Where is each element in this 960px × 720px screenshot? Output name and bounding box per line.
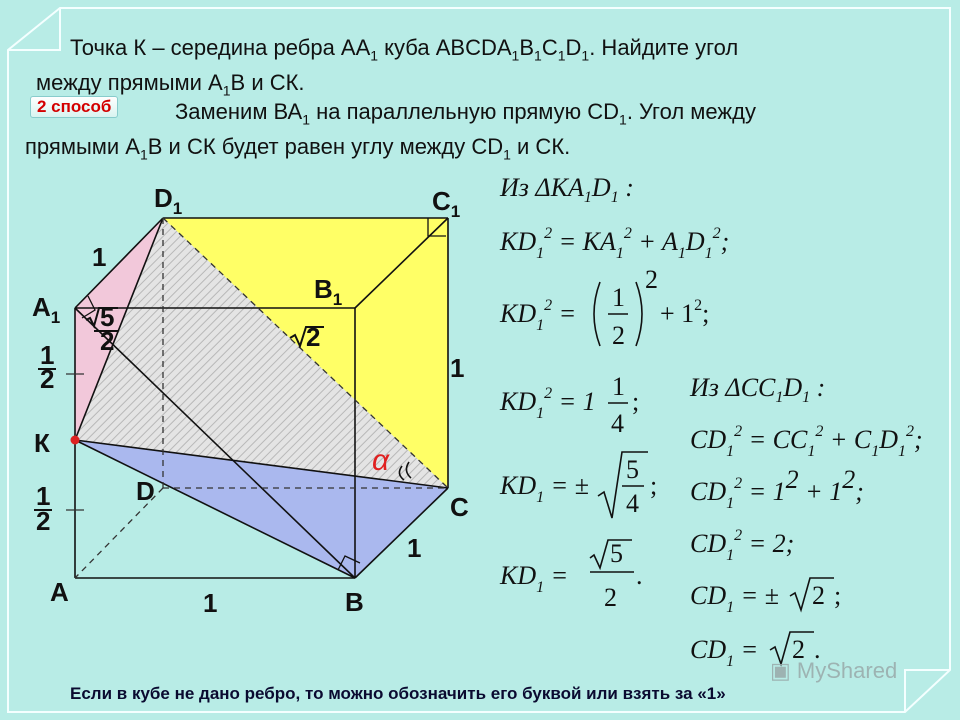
vertex-d1: $D_1$ [154,183,183,218]
svg-text:4: 4 [611,409,624,438]
svg-text:CD12 = CC12 + C1D12;: $CD_1^2 = CC_1^2 + C_1D_1^2$; [690,423,923,460]
vertex-c1: $С_1$ [432,186,461,221]
vertex-b: В [345,587,364,617]
svg-text:2: 2 [812,581,825,610]
edge-label-a1d1: 1 [92,242,107,272]
svg-text:5: 5 [610,539,623,568]
problem-line-1: Точка К – середина ребра $АА_1$ куба $ABCDA_1B_1C_1D_1$. Найдите угол [70,35,739,64]
vertex-a1: $А_1$ [32,292,61,327]
svg-text:2: 2 [612,321,625,350]
footer-note: Если в кубе не дано ребро, то можно обозначить его буквой или взять за «1» [70,684,726,703]
formula-left-4 [499,372,639,438]
edge-label-half-top [38,340,56,394]
svg-text:.: . [814,635,821,664]
svg-text:5: 5 [100,302,115,332]
formula-left-2 [499,225,729,262]
vertex-d: D [136,476,155,506]
vertex-k: К [34,428,50,458]
svg-text:+ 12;: + $1^2$; [660,297,710,328]
svg-text:2: 2 [792,635,805,664]
svg-text:KD1 =: $KD_1$ = [500,561,569,596]
svg-text:2: 2 [645,265,658,294]
svg-text:CD12 = 12 + 12;: $CD_1^2 = 12 + 12$; [690,465,864,512]
svg-text:Из ΔKA1D1 :: Из $\Delta KA_1D_1$ : [500,173,634,206]
vertex-b1: $В_1$ [314,274,343,309]
svg-text:.: . [636,561,643,590]
svg-text:;: ; [632,387,640,416]
method-label: 2 способ [30,96,118,118]
svg-text:1: 1 [612,283,625,312]
solution-line-1: Заменим $ВА_1$ на параллельную прямую $CD_1$. Угол между [175,99,756,128]
solution-line-2: прямыми $А_1В$ и СК будет равен углу между $CD_1$ и СК. [25,134,571,163]
watermark-logo: ▣ MyShared [770,658,898,683]
svg-text:KD1 = ±: $KD_1$ = ± [500,471,589,506]
svg-text:;: ; [650,471,658,500]
vertex-a: А [50,577,69,607]
formula-right-3 [690,465,864,512]
edge-label-cc1: 1 [450,353,465,383]
svg-text:CD1 = ±: $CD_1$ = ± [690,581,779,616]
angle-alpha: α [372,444,390,477]
problem-line-2: между прямыми $А_1В$ и СК. [36,70,305,99]
formula-left-1 [499,173,634,206]
svg-text:2: 2 [40,364,55,394]
svg-text:KD12 =: $KD_1^2$ = [500,297,577,334]
svg-text:CD12 = 2;: $CD_1^2 = 2$; [690,527,795,564]
formula-right-5 [690,578,841,616]
svg-text:CD1 =: $CD_1$ = [690,635,759,670]
edge-label-half-bottom [34,481,52,536]
svg-text:2: 2 [604,583,617,612]
formula-right-4 [690,527,794,564]
formula-left-6 [499,539,643,612]
svg-text:1: 1 [612,372,625,401]
svg-text:2: 2 [306,322,321,352]
svg-text:Из ΔCC1D1 :: Из $\Delta CC_1D_1$ : [690,373,826,406]
svg-text:1: 1 [36,481,51,511]
formula-left-5 [499,452,657,518]
vertex-c: С [450,492,469,522]
formula-right-2 [690,423,923,460]
svg-text:4: 4 [626,489,639,518]
svg-text:2: 2 [100,326,115,356]
solution-text [25,98,925,169]
edge-label-ab: 1 [203,588,218,618]
svg-text:KD12 = KA12 + A1D12;: $KD_1^2 = KA_1^2 + A_1D_1^2$; [500,225,730,262]
svg-text:2: 2 [36,506,51,536]
svg-text:;: ; [834,581,842,610]
point-k [71,436,80,445]
svg-text:1: 1 [40,340,55,370]
svg-text:5: 5 [626,455,639,484]
edge-label-bc: 1 [407,533,422,563]
presentation-icon: ▣ [770,658,797,683]
formula-right-1 [689,373,825,406]
formula-left-3 [499,265,709,350]
svg-text:KD12 = 1: $KD_1^2 = 1$ [500,385,596,422]
problem-statement [36,34,930,105]
